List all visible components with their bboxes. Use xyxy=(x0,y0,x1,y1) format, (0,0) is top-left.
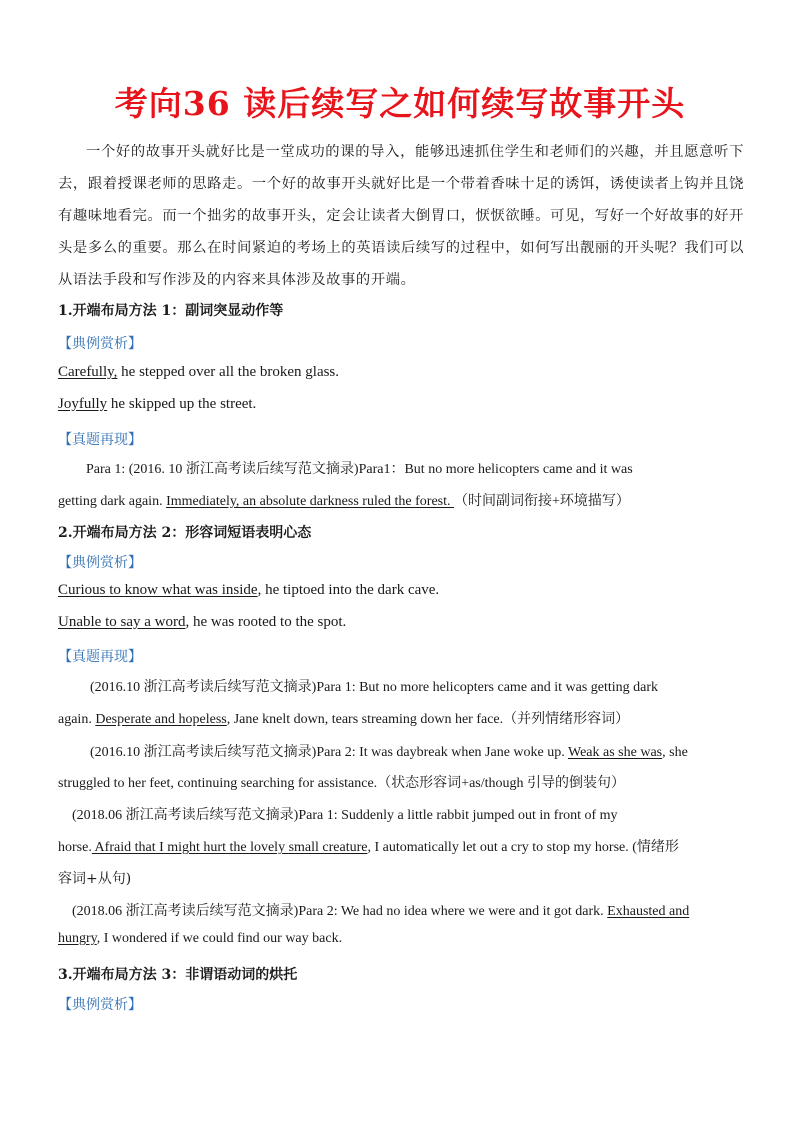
underlined-phrase: Weak as she was xyxy=(568,745,663,760)
section2-real-2-line-1 xyxy=(58,741,688,761)
sentence-rest: , Jane knelt down, tears streaming down her face. xyxy=(226,712,504,727)
sentence-rest: , I wondered if we could find our way back. xyxy=(96,931,343,946)
underlined-phrase: Exhausted and xyxy=(607,904,690,919)
section2-heading: 2.开端布局方法 2：形容词短语表明心态 xyxy=(58,525,312,541)
note: （状态形容词+as/though 引导的倒装句） xyxy=(377,776,626,791)
sentence-rest: , he tiptoed into the dark cave. xyxy=(257,582,440,598)
sentence-start: horse. xyxy=(58,840,92,855)
section2-example-1 xyxy=(58,582,439,599)
section1-real-line-1: Para 1: (2016. 10 浙江高考读后续写范文摘录)Para1：But no more helicopters came and it was xyxy=(86,462,633,477)
intro-paragraph: 一个好的故事开头就好比是一堂成功的课的导入，能够迅速抓住学生和老师们的兴趣，并且愿意听下去，跟着授课老师的思路走。一个好的故事开头就好比是一个带着香味十足的诱饵，诱使读者上钩并且饶有趣味地看完。而一个拙劣的故事开头，定会让读者大倒胃口，恹恹欲睡。可见，写好一个好故事的好开头是多么的重要。那么在时间紧迫的考场上的英语读后续写的过程中，如何写出靓丽的开头呢？我们可以从语法手段和写作涉及的内容来具体涉及故事的开端。 xyxy=(58,144,744,288)
section2-real-2-line-2 xyxy=(58,772,625,792)
underlined-phrase: Unable to say a word xyxy=(58,614,186,630)
sentence-text: struggled to her feet, continuing searching for assistance. xyxy=(58,776,378,791)
section2-example-2 xyxy=(58,614,346,631)
section1-example-tag: 【典例赏析】 xyxy=(58,336,142,352)
underlined-phrase: Immediately, an absolute darkness ruled the forest. xyxy=(166,494,455,509)
section1-heading: 1.开端布局方法 1：副词突显动作等 xyxy=(58,303,284,319)
section1-real-tag: 【真题再现】 xyxy=(58,432,142,448)
sentence-rest: he skipped up the street. xyxy=(107,396,257,412)
note: （时间副词衔接+环境描写） xyxy=(454,494,630,509)
section2-real-3-line-1: (2018.06 浙江高考读后续写范文摘录)Para 1: Suddenly a little rabbit jumped out in front of my xyxy=(72,808,618,823)
underlined-phrase: hungry xyxy=(58,931,97,946)
sentence-rest: he stepped over all the broken glass. xyxy=(117,364,340,380)
section1-example-1 xyxy=(58,364,339,381)
sentence-start: (2018.06 浙江高考读后续写范文摘录)Para 2: We had no idea where we were and it got dark. xyxy=(72,904,608,919)
underlined-phrase: Afraid that I might hurt the lovely small creature xyxy=(91,840,368,855)
section1-real-line-2 xyxy=(58,490,630,510)
section2-real-1-line-1: (2016.10 浙江高考读后续写范文摘录)Para 1: But no more helicopters came and it was getting dark xyxy=(90,680,659,695)
section2-real-4-line-1 xyxy=(58,900,689,920)
section3-heading: 3.开端布局方法 3：非谓语动词的烘托 xyxy=(58,967,298,983)
underlined-phrase: Carefully, xyxy=(58,364,118,380)
sentence-start: getting dark again. xyxy=(58,494,167,509)
sentence-start: again. xyxy=(58,712,96,727)
sentence-rest: , I automatically let out a cry to stop my horse. (情绪形 xyxy=(367,840,679,855)
underlined-phrase: Desperate and hopeless xyxy=(95,712,227,727)
note: （并列情绪形容词） xyxy=(503,712,630,727)
section1-example-2 xyxy=(58,396,256,413)
underlined-phrase: Joyfully xyxy=(58,396,108,412)
sentence-rest: , he was rooted to the spot. xyxy=(185,614,347,630)
section2-example-tag: 【典例赏析】 xyxy=(58,555,142,571)
sentence-start: (2016.10 浙江高考读后续写范文摘录)Para 2: It was daybreak when Jane woke up. xyxy=(90,745,568,760)
section3-example-tag: 【典例赏析】 xyxy=(58,997,142,1013)
sentence-rest: , she xyxy=(662,745,688,760)
section2-real-1-line-2 xyxy=(58,708,629,728)
section2-real-tag: 【真题再现】 xyxy=(58,649,142,665)
page-title: 考向36 读后续写之如何续写故事开头 xyxy=(114,84,686,123)
section2-real-4-line-2 xyxy=(58,931,342,947)
underlined-phrase: Curious to know what was inside xyxy=(58,582,258,598)
section2-real-3-line-2 xyxy=(58,836,679,856)
section2-real-3-line-3: 容词+从句) xyxy=(58,871,132,887)
